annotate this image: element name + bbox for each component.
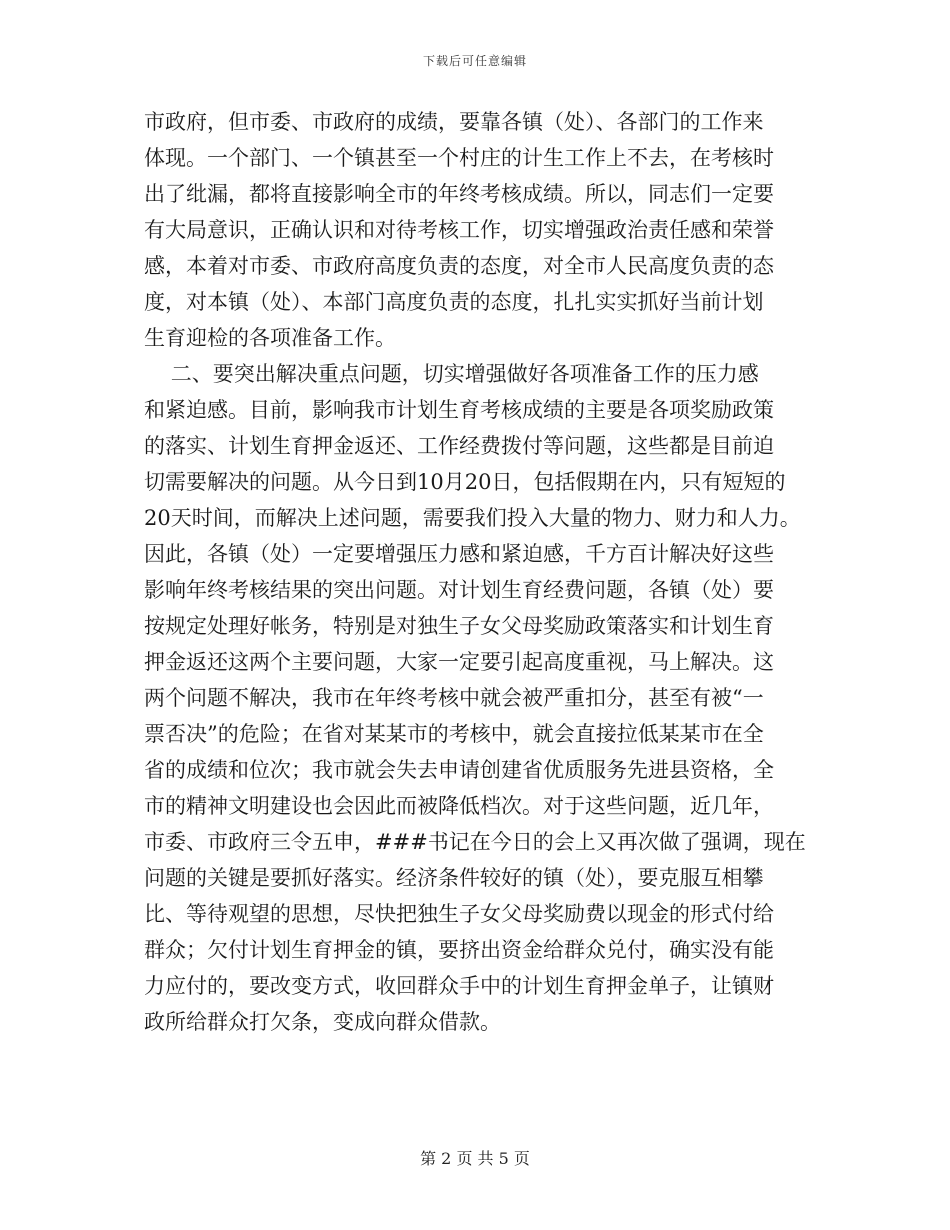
- text-line: 比、等待观望的思想，尽快把独生子女父母奖励费以现金的形式付给: [144, 902, 774, 926]
- text-line: 感，本着对市委、市政府高度负责的态度，对全市人民高度负责的态: [144, 254, 774, 278]
- text-line: 政所给群众打欠条，变成向群众借款。: [144, 1010, 501, 1034]
- document-body: [144, 104, 814, 1040]
- text-line: 二、要突出解决重点问题，切实增强做好各项准备工作的压力感: [144, 362, 759, 386]
- text-line: 有大局意识，正确认识和对待考核工作，切实增强政治责任感和荣誉: [144, 218, 774, 242]
- text-line: 群众；欠付计划生育押金的镇，要挤出资金给群众兑付，确实没有能: [144, 938, 774, 962]
- text-line: 的落实、计划生育押金返还、工作经费拨付等问题，这些都是目前迫: [144, 434, 774, 458]
- text-line: 切需要解决的问题。从今日到10月20日，包括假期在内，只有短短的: [144, 470, 786, 494]
- text-line: 生育迎检的各项准备工作。: [144, 326, 396, 350]
- text-line: 力应付的，要改变方式，收回群众手中的计划生育押金单子，让镇财: [144, 974, 774, 998]
- text-line: 问题的关键是要抓好落实。经济条件较好的镇（处），要克服互相攀: [144, 866, 764, 890]
- text-line: 市政府，但市委、市政府的成绩，要靠各镇（处）、各部门的工作来: [144, 110, 764, 134]
- text-line: 两个问题不解决，我市在年终考核中就会被严重扣分，甚至有被“一: [144, 686, 764, 710]
- text-line: 和紧迫感。目前，影响我市计划生育考核成绩的主要是各项奖励政策: [144, 398, 774, 422]
- header-text: 下载后可任意编辑: [422, 54, 527, 68]
- paragraph-2: [144, 356, 814, 1040]
- text-line: 押金返还这两个主要问题，大家一定要引起高度重视，马上解决。这: [144, 650, 774, 674]
- text-line: 体现。一个部门、一个镇甚至一个村庄的计生工作上不去，在考核时: [144, 146, 774, 170]
- text-line: 票否决”的危险；在省对某某市的考核中，就会直接拉低某某市在全: [144, 722, 764, 746]
- page-number: 第 2 页 共 5 页: [420, 1149, 530, 1168]
- page-header: [0, 52, 950, 69]
- paragraph-1: [144, 104, 814, 356]
- text-line: 20天时间，而解决上述问题，需要我们投入大量的物力、财力和人力。: [144, 506, 801, 530]
- text-line: 省的成绩和位次；我市就会失去申请创建省优质服务先进县资格，全: [144, 758, 774, 782]
- text-line: 因此，各镇（处）一定要增强压力感和紧迫感，千方百计解决好这些: [144, 542, 774, 566]
- text-line: 市委、市政府三令五申，###书记在今日的会上又再次做了强调，现在: [144, 830, 806, 854]
- text-line: 出了纰漏，都将直接影响全市的年终考核成绩。所以，同志们一定要: [144, 182, 774, 206]
- page-footer: [0, 1146, 950, 1169]
- text-line: 市的精神文明建设也会因此而被降低档次。对于这些问题，近几年，: [144, 794, 774, 818]
- text-line: 影响年终考核结果的突出问题。对计划生育经费问题，各镇（处）要: [144, 578, 774, 602]
- text-line: 按规定处理好帐务，特别是对独生子女父母奖励政策落实和计划生育: [144, 614, 774, 638]
- text-line: 度，对本镇（处）、本部门高度负责的态度，扎扎实实抓好当前计划: [144, 290, 764, 314]
